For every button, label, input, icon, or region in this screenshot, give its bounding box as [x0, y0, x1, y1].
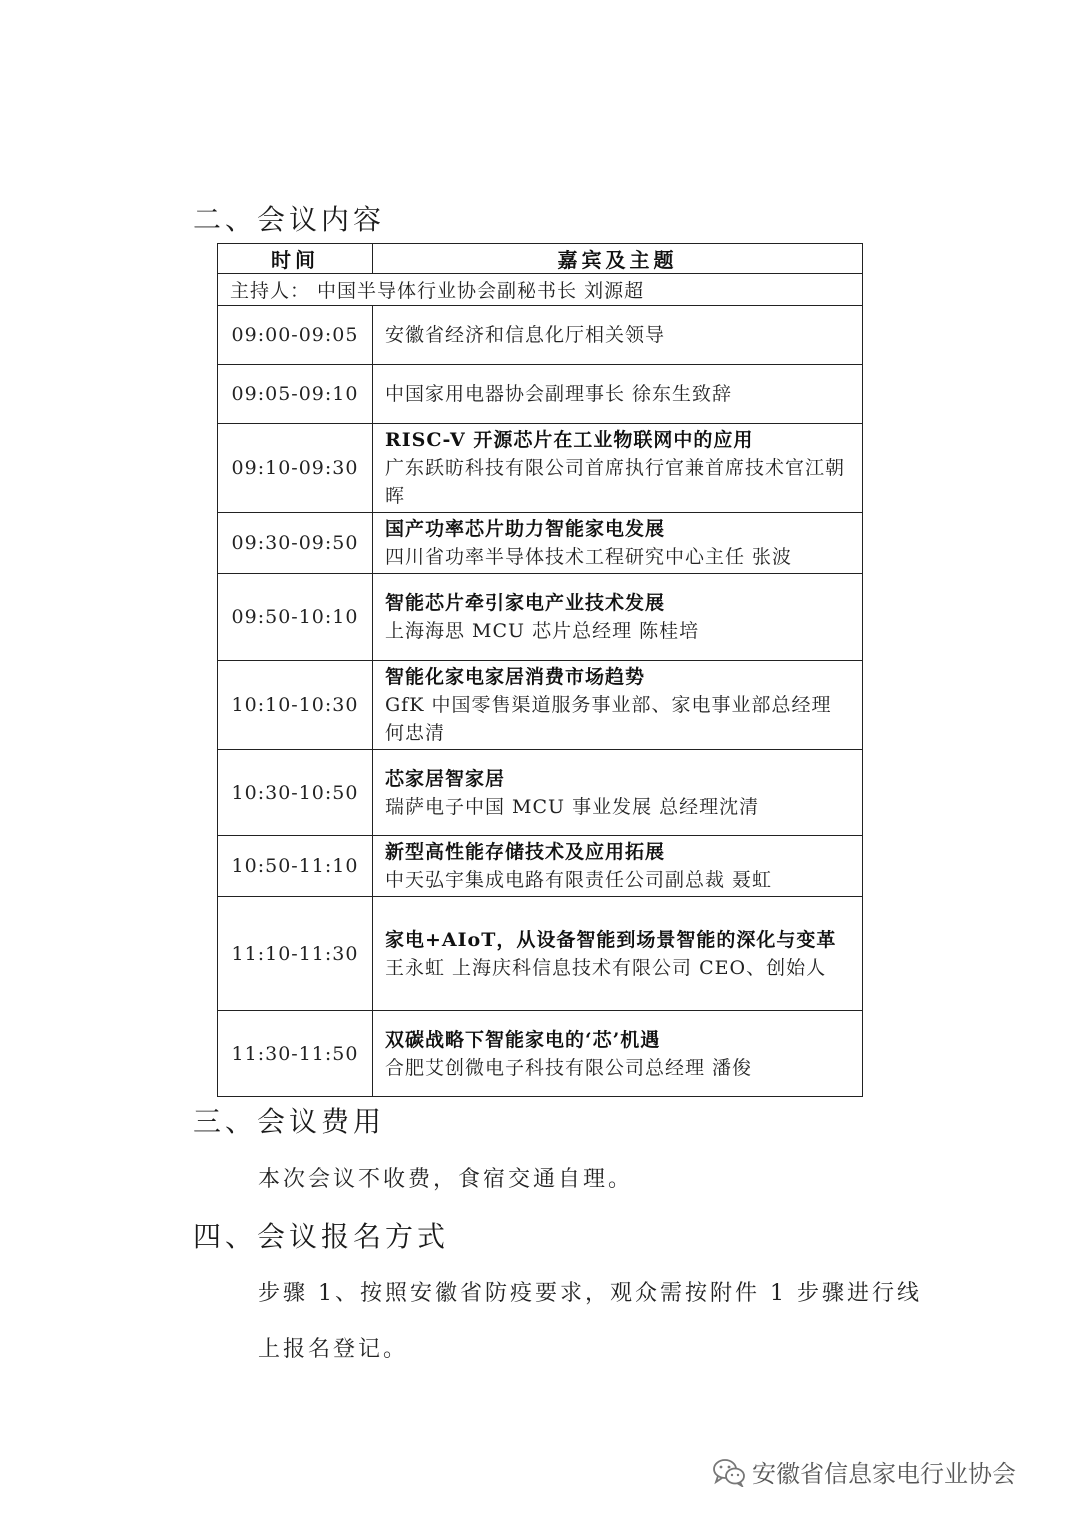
- wechat-icon: [712, 1457, 746, 1487]
- table-header-row: [218, 244, 863, 274]
- topic-cell: [373, 750, 863, 836]
- topic-title: 双碳战略下智能家电的‘芯’机遇: [385, 1028, 661, 1051]
- header-topic: 嘉宾及主题: [373, 244, 863, 274]
- table-row: [218, 661, 863, 750]
- time-cell: 09:00-09:05: [218, 306, 373, 365]
- topic-cell: [373, 574, 863, 661]
- topic-title: 芯家居智家居: [385, 767, 506, 790]
- section-2-heading: 二、会议内容: [193, 203, 386, 236]
- table-row: [218, 897, 863, 1011]
- topic-title: 新型高性能存储技术及应用拓展: [385, 841, 666, 863]
- topic-cell: [373, 306, 863, 365]
- speaker: 上海海思 MCU 芯片总经理 陈桂培: [385, 620, 700, 642]
- speaker: 合肥艾创微电子科技有限公司总经理 潘俊: [385, 1056, 753, 1079]
- topic-cell: [373, 424, 863, 513]
- topic-title: 智能化家电家居消费市场趋势: [385, 666, 646, 688]
- host-row: [218, 274, 863, 306]
- speaker: 中天弘宇集成电路有限责任公司副总裁 聂虹: [385, 869, 773, 891]
- topic-title: 国产功率芯片助力智能家电发展: [385, 518, 666, 540]
- table-row: [218, 574, 863, 661]
- schedule-table: [217, 243, 863, 1097]
- speaker: 中国家用电器协会副理事长 徐东生致辞: [385, 383, 733, 405]
- table-row: [218, 513, 863, 574]
- table-row: [218, 750, 863, 836]
- watermark: [712, 1454, 1016, 1489]
- speaker: 瑞萨电子中国 MCU 事业发展 总经理沈清: [385, 795, 760, 818]
- topic-cell: [373, 365, 863, 424]
- topic-title: RISC-V 开源芯片在工业物联网中的应用: [385, 429, 754, 451]
- time-cell: 10:50-11:10: [218, 836, 373, 897]
- registration-step-line-1: 步骤 1、按照安徽省防疫要求，观众需按附件 1 步骤进行线: [258, 1281, 922, 1306]
- speaker: 王永虹 上海庆科信息技术有限公司 CEO、创始人: [385, 956, 827, 979]
- topic-cell: [373, 661, 863, 750]
- topic-cell: [373, 897, 863, 1011]
- time-cell: 11:30-11:50: [218, 1011, 373, 1097]
- header-time: 时间: [218, 244, 373, 274]
- time-cell: 09:10-09:30: [218, 424, 373, 513]
- table-row: [218, 306, 863, 365]
- table-row: [218, 1011, 863, 1097]
- speaker: 安徽省经济和信息化厅相关领导: [385, 324, 666, 346]
- time-cell: 10:30-10:50: [218, 750, 373, 836]
- speaker: 四川省功率半导体技术工程研究中心主任 张波: [385, 546, 793, 568]
- table-row: [218, 365, 863, 424]
- speaker: 广东跃昉科技有限公司首席执行官兼首席技术官江朝晖: [385, 457, 846, 507]
- table-row: [218, 424, 863, 513]
- table-row: [218, 836, 863, 897]
- speaker: GfK 中国零售渠道服务事业部、家电事业部总经理 何忠清: [385, 694, 832, 744]
- topic-title: 家电+AIoT，从设备智能到场景智能的深化与变革: [385, 928, 837, 951]
- section-4-heading: 四、会议报名方式: [193, 1220, 450, 1253]
- section-3-heading: 三、会议费用: [193, 1105, 386, 1138]
- time-cell: 09:30-09:50: [218, 513, 373, 574]
- time-cell: 09:50-10:10: [218, 574, 373, 661]
- fee-text: 本次会议不收费，食宿交通自理。: [258, 1167, 634, 1192]
- watermark-text: 安徽省信息家电行业协会: [752, 1460, 1016, 1488]
- topic-cell: [373, 836, 863, 897]
- time-cell: 10:10-10:30: [218, 661, 373, 750]
- topic-cell: [373, 513, 863, 574]
- time-cell: 09:05-09:10: [218, 365, 373, 424]
- host-cell: 主持人： 中国半导体行业协会副秘书长 刘源超: [218, 274, 863, 306]
- time-cell: 11:10-11:30: [218, 897, 373, 1011]
- topic-cell: [373, 1011, 863, 1097]
- topic-title: 智能芯片牵引家电产业技术发展: [385, 592, 666, 614]
- registration-step-line-2: 上报名登记。: [258, 1337, 409, 1362]
